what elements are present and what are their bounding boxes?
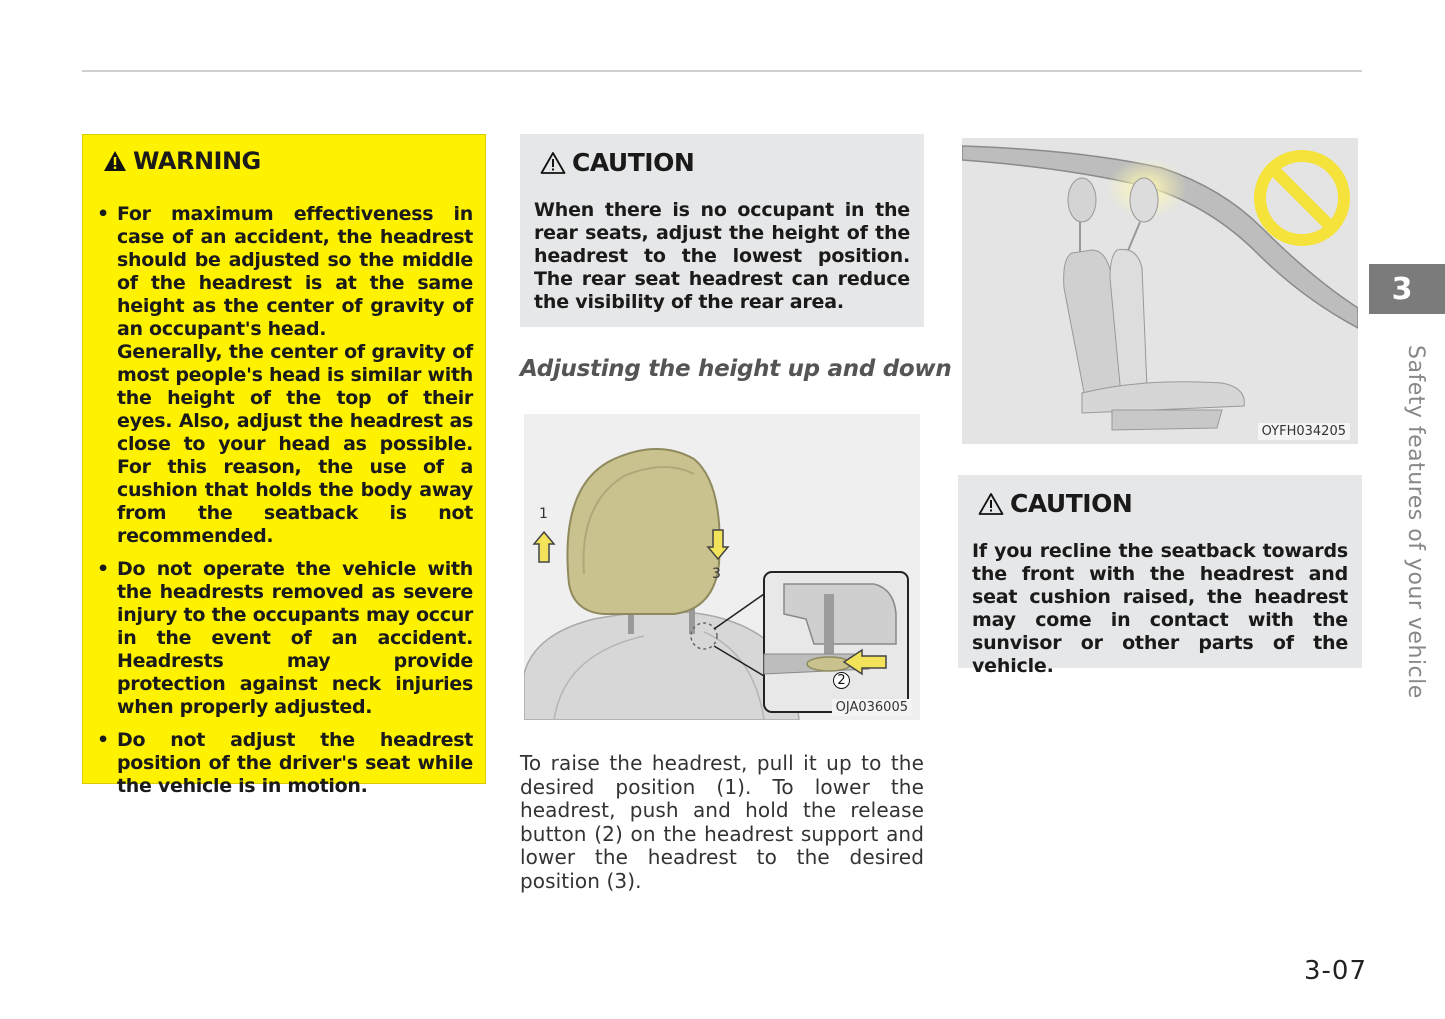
warning-list bbox=[95, 203, 473, 808]
figure-code: OYFH034205 bbox=[1258, 423, 1350, 440]
warning-item bbox=[95, 203, 473, 548]
callout-1: 1 bbox=[539, 506, 548, 522]
chapter-number: 3 bbox=[1391, 271, 1413, 307]
chapter-tab bbox=[1369, 264, 1445, 314]
warning-item-text: • Do not adjust the headrest position of the driver's seat while the vehicle is in motion. bbox=[117, 729, 473, 797]
warning-triangle-icon bbox=[103, 150, 127, 172]
warning-item-text: • For maximum effectiveness in case of an accident, the headrest should be adjusted so the middle of the headrest is at the same height as the center of gravity of an occupant's head. bbox=[117, 203, 473, 340]
headrest-drawing bbox=[524, 414, 920, 720]
header-rule bbox=[82, 70, 1362, 72]
warning-item bbox=[95, 729, 473, 798]
headrest-adjust-illustration bbox=[524, 414, 920, 720]
caution-triangle-icon bbox=[540, 151, 566, 175]
caution-title: CAUTION bbox=[540, 148, 910, 177]
caution-text: When there is no occupant in the rear seats, adjust the height of the headrest to the lowest position. The rear seat headrest can reduce the visibility of the rear area. bbox=[534, 199, 910, 313]
caution-title: CAUTION bbox=[978, 489, 1348, 518]
warning-item-text: • Do not operate the vehicle with the headrests removed as severe injury to the occupants may occur in the event of an accident. Headrests may provide protection against neck injuries when properly adjusted. bbox=[117, 558, 473, 718]
page-number: 3-07 bbox=[1303, 956, 1367, 986]
caution-box-recline bbox=[958, 475, 1362, 677]
caution-text: If you recline the seatback towards the front with the headrest and seat cushion raised, the headrest may come in contact with the sunvisor or other parts of the vehicle. bbox=[972, 540, 1348, 677]
seat-sunvisor-drawing bbox=[962, 138, 1358, 444]
warning-item bbox=[95, 558, 473, 719]
chapter-title: Safety features of your vehicle bbox=[1403, 345, 1428, 699]
section-subheading: Adjusting the height up and down bbox=[520, 356, 952, 382]
figure-code: OJA036005 bbox=[832, 699, 912, 716]
caution-box-rear-seats bbox=[520, 134, 924, 327]
callout-2: 2 bbox=[833, 672, 850, 689]
caution-triangle-icon bbox=[978, 492, 1004, 516]
warning-title: WARNING bbox=[103, 147, 261, 175]
instruction-text: To raise the headrest, pull it up to the desired position (1). To lower the headrest, push and hold the release button (2) on the headrest support and lower the headrest to the desired position (3). bbox=[520, 751, 924, 893]
warning-box bbox=[82, 134, 486, 797]
warning-item-text: Generally, the center of gravity of most people's head is similar with the height of the top of their eyes. Also, adjust the headrest as close to your head as possible. For this reason, the use of a cushion that holds the body away from the seatback is not recommended. bbox=[117, 341, 473, 547]
recline-contact-illustration bbox=[962, 138, 1358, 444]
callout-3: 3 bbox=[712, 566, 721, 582]
